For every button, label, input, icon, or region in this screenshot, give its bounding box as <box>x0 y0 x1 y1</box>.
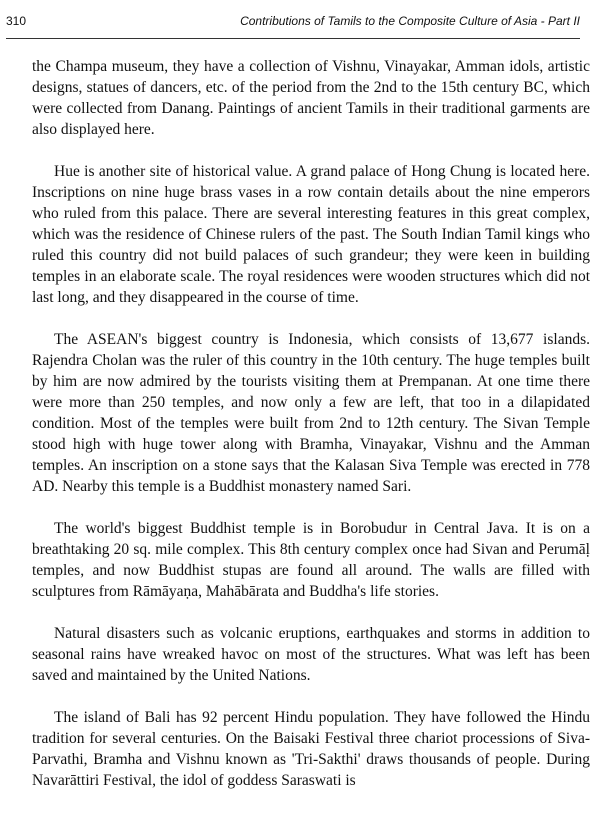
page-number: 310 <box>6 14 27 28</box>
running-header <box>6 14 580 39</box>
paragraph-natural-disasters: Natural disasters such as volcanic eruptions, earthquakes and storms in addition to seasonal rains have wreaked havoc on most of the structures. What was left has been saved and maintained by the United Nations. <box>32 625 590 684</box>
paragraph-bali: The island of Bali has 92 percent Hindu population. They have followed the Hindu tradition for several centuries. On the Baisaki Festival three chariot processions of Siva-Parvathi, Bramha and Vishnu known as 'Tri-Sakthi' draws thousands of people. During Navarāttiri Festival, the idol of goddess Saraswati is <box>32 709 590 789</box>
paragraph-indonesia: The ASEAN's biggest country is Indonesia, which consists of 13,677 islands. Rajendra Cholan was the ruler of this country in the 10th century. The huge temples built by him are now admired by the tourists visiting them at Prempanan. At one time there were more than 250 temples, and now only a few are left, that too in a dilapidated condition. Most of the temples were built from 2nd to 12th century. The Sivan Temple stood high with huge tower along with Bramha, Vinayakar, Vishnu and the Amman temples. An inscription on a stone says that the Kalasan Siva Temple was erected in 778 AD. Nearby this temple is a Buddhist monastery named Sari. <box>32 331 590 495</box>
paragraph-champa-museum: the Champa museum, they have a collection of Vishnu, Vinayakar, Amman idols, artistic designs, statues of dancers, etc. of the period from the 2nd to the 15th century BC, which were collected from Danang. Paintings of ancient Tamils in their traditional garments are also displayed here. <box>32 58 590 138</box>
book-title: Contributions of Tamils to the Composite Culture of Asia - Part II <box>240 14 580 28</box>
paragraph-hue: Hue is another site of historical value. A grand palace of Hong Chung is located here. Inscriptions on nine huge brass vases in a row contain details about the nine emperors who ruled from this palace. There are several interesting features in this great complex, which was the residence of Chinese rulers of the past. The South Indian Tamil kings who ruled this country did not build palaces of such grandeur; they were keen in building temples in an elaborate scale. The royal residences were wooden structures which did not last long, and they disappeared in the course of time. <box>32 163 590 306</box>
paragraph-borobudur: The world's biggest Buddhist temple is in Borobudur in Central Java. It is on a breathtaking 20 sq. mile complex. This 8th century complex once had Sivan and Perumāḷ temples, and now Buddhist stupas are found all around. The walls are filled with sculptures from Rāmāyaṇa, Mahābārata and Buddha's life stories. <box>32 520 590 600</box>
body-text <box>32 56 590 791</box>
